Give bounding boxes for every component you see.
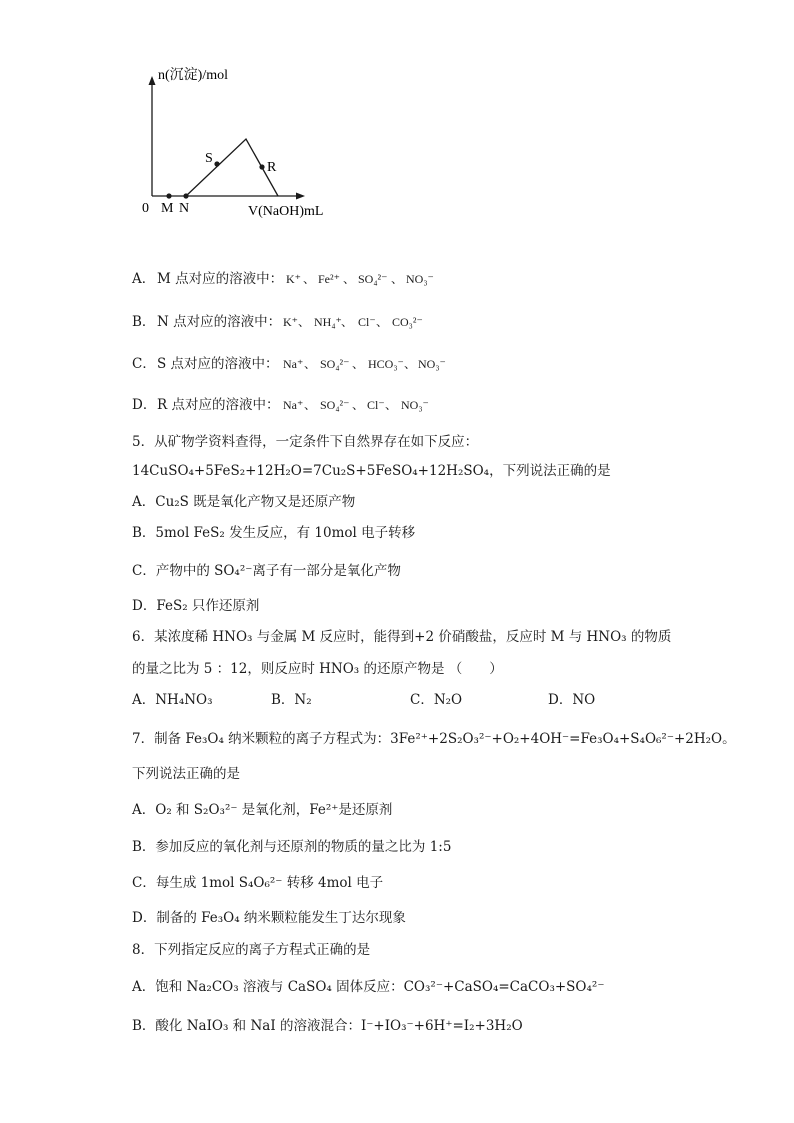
option-text: N 点对应的溶液中： xyxy=(157,314,282,330)
ion: NH₄⁺ xyxy=(314,315,342,329)
q6-option-b: B．N₂ xyxy=(271,692,312,708)
ion: NO₃⁻ xyxy=(406,272,434,286)
ion: NO₃⁻ xyxy=(401,398,429,412)
option-text: S 点对应的溶液中： xyxy=(157,356,279,372)
y-axis-arrow xyxy=(149,76,156,85)
point-s xyxy=(214,161,219,166)
q6-option-d: D．NO xyxy=(548,692,596,708)
graph-svg xyxy=(128,60,348,225)
ion: Fe²⁺ xyxy=(318,272,340,286)
option-text: R 点对应的溶液中： xyxy=(157,397,280,413)
q6-line1-text: 6．某浓度稀 HNO₃ 与金属 M 反应时，能得到+2 价硝酸盐，反应时 M 与 HNO₃ 的物质 xyxy=(132,629,672,645)
q5-option-a-text: A．Cu₂S 既是氧化产物又是还原产物 xyxy=(132,494,356,510)
ion: Na⁺ xyxy=(283,398,304,412)
q7-option-c-text: C．每生成 1mol S₄O₆²⁻ 转移 4mol 电子 xyxy=(132,875,384,891)
option-text: M 点对应的溶液中： xyxy=(157,271,284,287)
point-s-label: S xyxy=(205,151,213,166)
option-letter: D． xyxy=(132,397,157,413)
option-letter: C． xyxy=(132,356,156,372)
q6-option-a: A．NH₄NO₃ xyxy=(132,692,213,708)
x-axis-arrow xyxy=(296,193,305,200)
point-n xyxy=(183,193,188,198)
q5-stem-text: 5．从矿物学资料查得，一定条件下自然界存在如下反应： xyxy=(132,434,479,450)
ion: SO₄²⁻ xyxy=(320,357,350,371)
ion: SO₄²⁻ xyxy=(320,398,350,412)
q7-line1-text: 7．制备 Fe₃O₄ 纳米颗粒的离子方程式为：3Fe²⁺+2S₂O₃²⁻+O₂+4OH⁻=Fe₃O₄+S₄O₆²⁻+2H₂O。 xyxy=(132,731,736,747)
option-letter: B． xyxy=(132,314,156,330)
point-m-label: M xyxy=(161,201,174,216)
ion: K⁺ xyxy=(283,315,298,329)
q6-line2-text: 的量之比为 5 ：12，则反应时 HNO₃ 的还原产物是 （ ） xyxy=(132,661,503,677)
point-r-label: R xyxy=(267,160,277,175)
q5-equation-text: 14CuSO₄+5FeS₂+12H₂O=7Cu₂S+5FeSO₄+12H₂SO₄，下列说法正确的是 xyxy=(132,463,611,479)
origin-label: 0 xyxy=(142,201,149,216)
q8-stem-text: 8．下列指定反应的离子方程式正确的是 xyxy=(132,942,371,958)
ion: HCO₃⁻ xyxy=(368,357,404,371)
point-m xyxy=(166,193,171,198)
q5-option-c-text: C．产物中的 SO₄²⁻离子有一部分是氧化产物 xyxy=(132,563,401,579)
point-n-label: N xyxy=(179,201,190,216)
precipitate-graph xyxy=(128,60,348,225)
ion: Cl⁻ xyxy=(367,398,385,412)
ion: Cl⁻ xyxy=(358,315,376,329)
q7-option-d-text: D．制备的 Fe₃O₄ 纳米颗粒能发生丁达尔现象 xyxy=(132,910,406,926)
q6-option-c: C．N₂O xyxy=(410,692,463,708)
q5-option-d-text: D．FeS₂ 只作还原剂 xyxy=(132,598,260,614)
ion: K⁺ xyxy=(286,272,301,286)
ion: NO₃⁻ xyxy=(418,357,446,371)
y-axis-label: n(沉淀)/mol xyxy=(158,68,228,83)
q5-option-b-text: B．5mol FeS₂ 发生反应，有 10mol 电子转移 xyxy=(132,525,416,541)
q7-option-a-text: A．O₂ 和 S₂O₃²⁻ 是氧化剂，Fe²⁺是还原剂 xyxy=(132,802,393,818)
q7-option-b-text: B．参加反应的氧化剂与还原剂的物质的量之比为 1:5 xyxy=(132,839,452,855)
ion: SO₄²⁻ xyxy=(358,272,388,286)
ion: CO₃²⁻ xyxy=(392,315,423,329)
q7-line2-text: 下列说法正确的是 xyxy=(132,766,240,782)
option-letter: A． xyxy=(132,271,156,287)
x-axis-label: V(NaOH)mL xyxy=(248,204,324,219)
point-r xyxy=(259,164,264,169)
ion: Na⁺ xyxy=(283,357,304,371)
q8-option-b-text: B．酸化 NaIO₃ 和 NaI 的溶液混合：I⁻+IO₃⁻+6H⁺=I₂+3H₂O xyxy=(132,1018,523,1034)
q8-option-a-text: A．饱和 Na₂CO₃ 溶液与 CaSO₄ 固体反应：CO₃²⁻+CaSO₄=CaCO₃+SO₄²⁻ xyxy=(132,979,605,995)
